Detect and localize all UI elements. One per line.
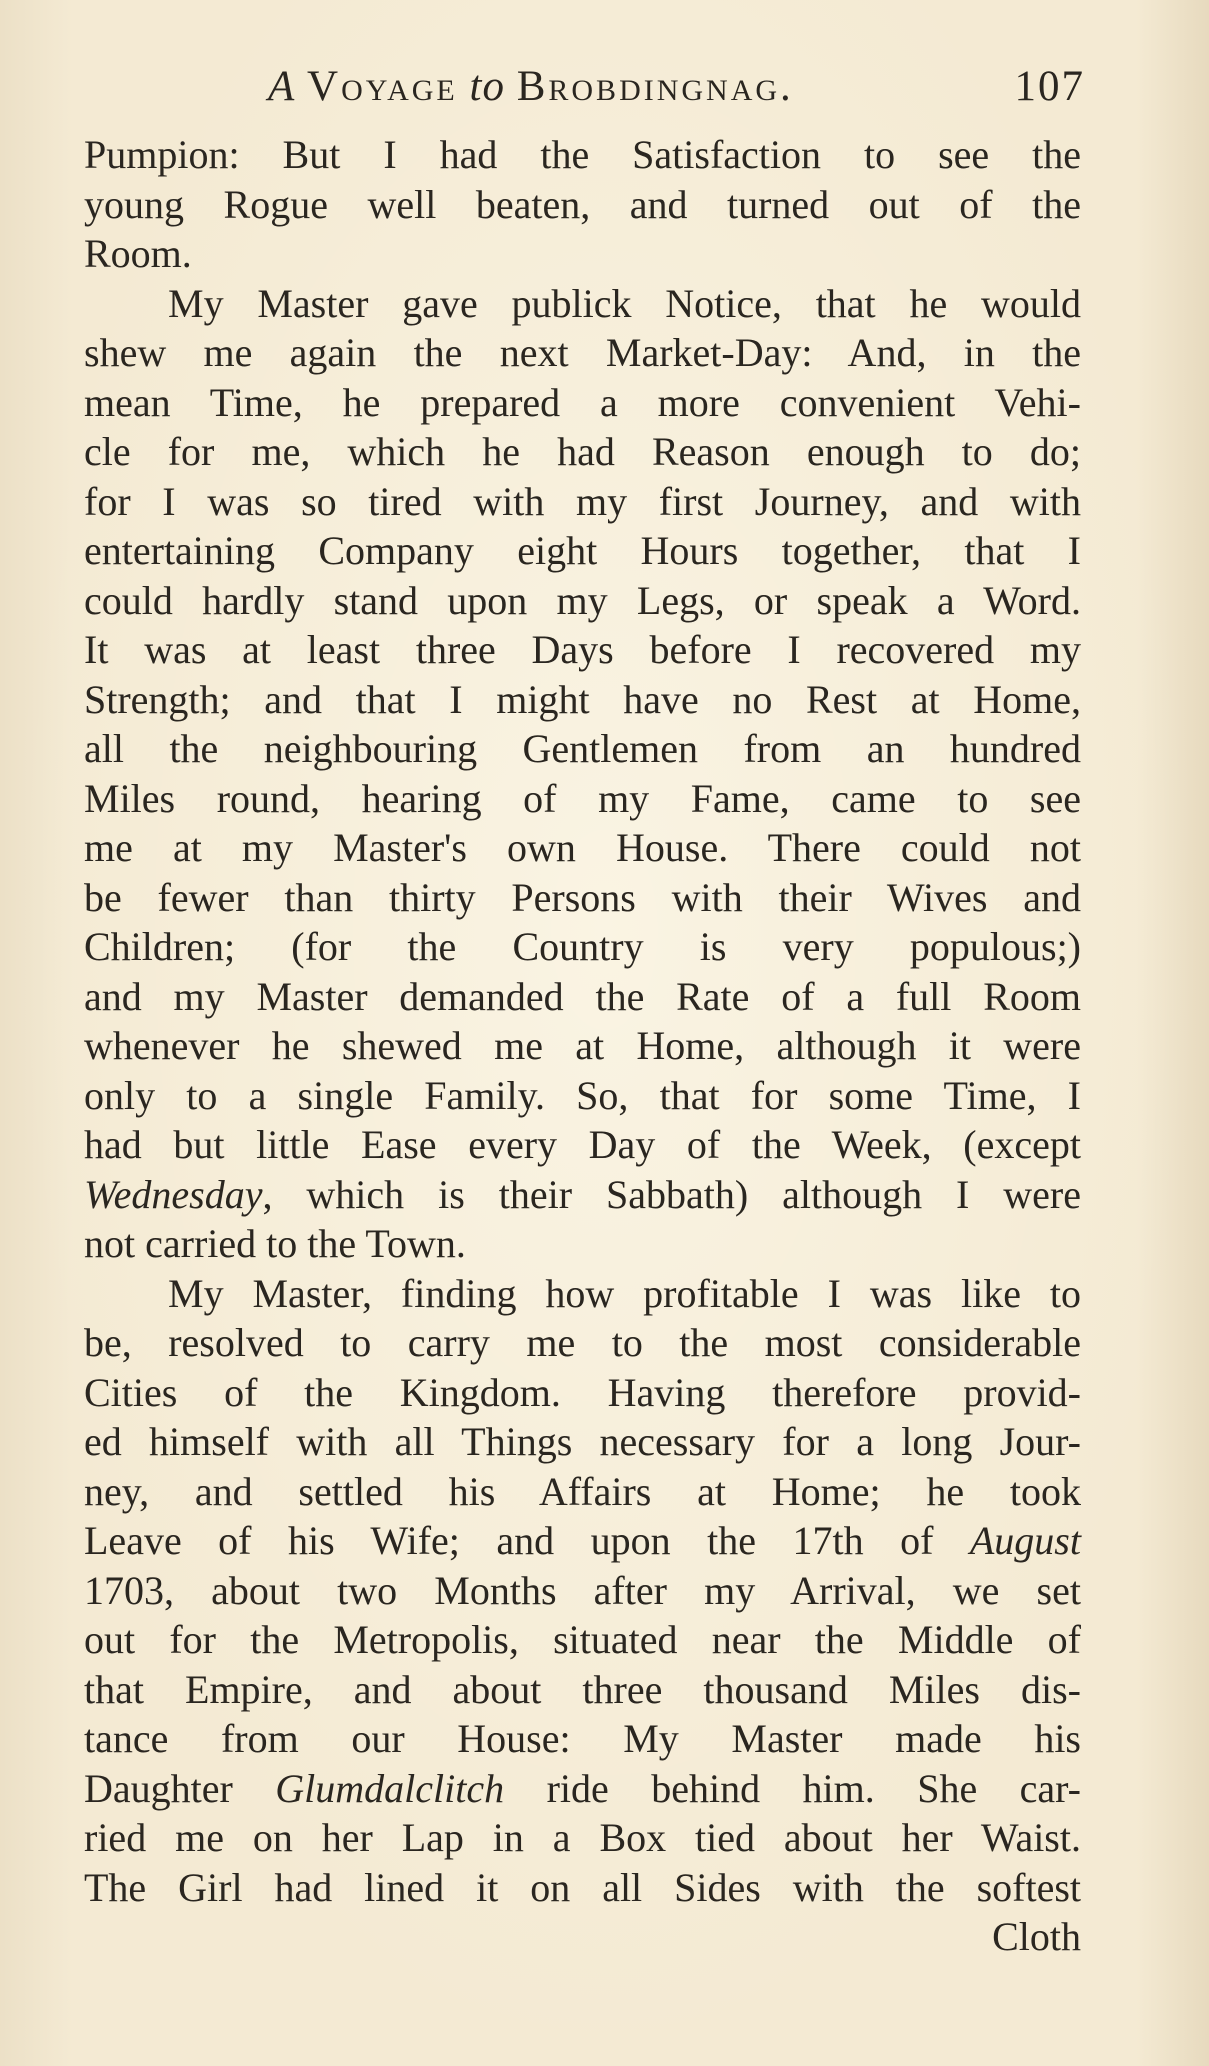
text-line: Strength; and that I might have no Rest at Home, (84, 676, 1081, 722)
text-line: that Empire, and about three thousand Miles dis- (84, 1666, 1081, 1712)
text-line: not carried to the Town. (84, 1221, 466, 1266)
text-line: all the neighbouring Gentlemen from an hundred (84, 726, 1081, 771)
text-line: Room. (84, 231, 192, 276)
text-line: My Master, finding how profitable I was like to (168, 1270, 1081, 1316)
text-line: It was at least three Days before I recovered my (84, 627, 1081, 672)
text-line: be fewer than thirty Persons with their Wives and (84, 874, 1081, 920)
text-line: had but little Ease every Day of the Week, (except (84, 1122, 1081, 1167)
text-line: tance from our House: My Master made his (84, 1716, 1081, 1761)
catchword: Cloth (992, 1914, 1081, 1959)
text-line: Leave of his Wife; and upon the 17th of August (84, 1518, 1081, 1563)
text-line: Daughter Glumdalclitch ride behind him. She car- (84, 1765, 1081, 1811)
text-line: ried me on her Lap in a Box tied about her Waist. (84, 1815, 1081, 1860)
running-title-to: to (469, 63, 505, 110)
text-line: young Rogue well beaten, and turned out of the (84, 181, 1081, 227)
italic-term: Wednesday (84, 1171, 263, 1217)
text-line: Miles round, hearing of my Fame, came to see (84, 775, 1081, 821)
text-line: cle for me, which he had Reason enough to do; (84, 429, 1081, 474)
text-line: whenever he shewed me at Home, although it were (84, 1023, 1081, 1068)
running-head (268, 62, 1085, 118)
text-line: The Girl had lined it on all Sides with the softest (84, 1864, 1081, 1910)
text-line: Cities of the Kingdom. Having therefore provid- (84, 1369, 1081, 1415)
text-line: Pumpion: But I had the Satisfaction to see the (84, 132, 1081, 177)
running-title-voyage: Voyage (307, 63, 458, 110)
running-title-a: A (268, 63, 296, 110)
text-line: shew me again the next Market-Day: And, in the (84, 330, 1081, 375)
italic-term: Glumdalclitch (275, 1765, 505, 1811)
text-line: ney, and settled his Affairs at Home; he took (84, 1468, 1081, 1514)
text-line: 1703, about two Months after my Arrival, we set (84, 1567, 1081, 1613)
text-line: Children; (for the Country is very populous;) (84, 924, 1081, 969)
running-title (268, 62, 794, 111)
italic-term: August (969, 1518, 1081, 1563)
body-text (84, 130, 1081, 1962)
text-line: for I was so tired with my first Journey, and with (84, 478, 1081, 524)
text-line: only to a single Family. So, that for some Time, I (84, 1072, 1081, 1118)
text-line: and my Master demanded the Rate of a full Room (84, 973, 1081, 1019)
text-line: out for the Metropolis, situated near the Middle of (84, 1617, 1081, 1662)
page-number: 107 (1014, 63, 1085, 110)
text-line: entertaining Company eight Hours together, that I (84, 528, 1081, 573)
text-line: My Master gave publick Notice, that he would (168, 280, 1081, 326)
text-line: ed himself with all Things necessary for a long Jour- (84, 1419, 1081, 1464)
text-line: me at my Master's own House. There could not (84, 825, 1081, 870)
text-line: could hardly stand upon my Legs, or speak a Word. (84, 577, 1081, 623)
running-title-place: Brobdingnag. (516, 63, 794, 110)
text-line: be, resolved to carry me to the most considerable (84, 1320, 1081, 1365)
text-line: mean Time, he prepared a more convenient Vehi- (84, 379, 1081, 425)
text-line: Wednesday, which is their Sabbath) although I were (84, 1171, 1081, 1217)
